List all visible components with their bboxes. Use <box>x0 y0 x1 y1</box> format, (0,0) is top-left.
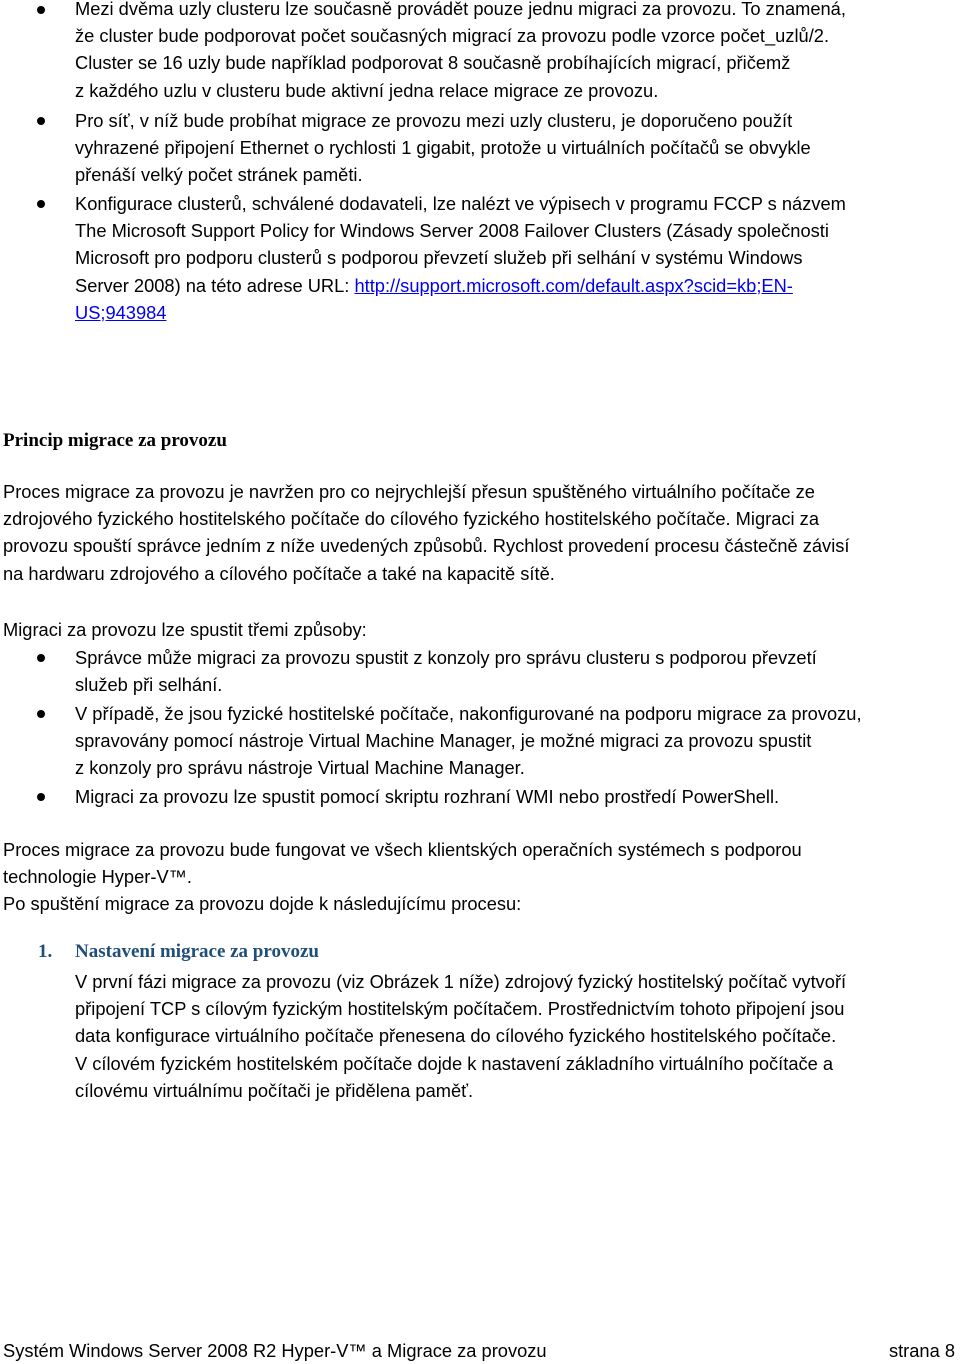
footer-title: Systém Windows Server 2008 R2 Hyper-V™ a Migrace za provozu <box>3 1340 547 1361</box>
bullet-text: Mezi dvěma uzly clusteru lze současně provádět pouze jednu migraci za provozu. To znamená, že cluster bude podporovat počet současných migrací za provozu podle vzorce počet_uzlů/2. Cluster se 16 uzly bude například podporovat 8 současně probíhajících migrací, přičemž z každého uzlu v clusteru bude aktivní jedna relace migrace ze provozu. <box>75 0 846 101</box>
bullet-dot <box>37 710 45 718</box>
paragraph: Proces migrace za provozu je navržen pro co nejrychlejší přesun spuštěného virtuálního počítače ze zdrojového fyzického hostitelského počítače do cílového fyzického hostitelského počítače. Migraci za provozu spouští správce jedním z níže uvedených způsobů. Rychlost provedení procesu částečně závisí na hardwaru zdrojového a cílového počítače a také na kapacitě sítě. <box>3 481 850 584</box>
bullet-dot <box>37 793 45 801</box>
bullet-text: Migraci za provozu lze spustit pomocí skriptu rozhraní WMI nebo prostředí PowerShell. <box>75 786 780 807</box>
page-number: strana 8 <box>888 1340 955 1361</box>
section-heading: Princip migrace za provozu <box>3 430 227 451</box>
paragraph: Proces migrace za provozu bude fungovat ve všech klientských operačních systémech s podporou technologie Hyper-V™. Po spuštění migrace za provozu dojde k následujícímu procesu: <box>3 839 802 915</box>
bullet-text: Správce může migraci za provozu spustit z konzoly pro správu clusteru s podporou převzetí služeb při selhání. <box>75 647 817 696</box>
paragraph: Migraci za provozu lze spustit třemi způsoby: <box>3 619 367 640</box>
numbered-heading-number: 1. <box>38 941 53 962</box>
bullet-text: V případě, že jsou fyzické hostitelské počítače, nakonfigurované na podporu migrace za provozu, spravovány pomocí nástroje Virtual Machine Manager, je možné migraci za provozu spustit z konzoly pro správu nástroje Virtual Machine Manager. <box>75 703 862 779</box>
bullet-dot <box>37 200 45 208</box>
support-url-link[interactable]: http://support.microsoft.com/default.aspx?scid=kb;EN- <box>354 274 793 296</box>
bullet-text: Pro síť, v níž bude probíhat migrace ze provozu mezi uzly clusteru, je doporučeno použít vyhrazené připojení Ethernet o rychlosti 1 gigabit, protože u virtuálních počítačů se obvykle přenáší velký počet stránek paměti. <box>75 110 811 186</box>
bullet-text: Konfigurace clusterů, schválené dodavateli, lze nalézt ve výpisech v programu FCCP s názvem The Microsoft Support Policy for Windows Server 2008 Failover Clusters (Zásady společnosti Microsoft pro podporu clusterů s podporou převzetí služeb při selhání v systému Windows Server 2008) na této adrese URL: http://support.microsoft.com/default.aspx?scid=kb;EN- US;943984 <box>75 193 846 323</box>
bullet-dot <box>37 654 45 662</box>
numbered-heading <box>38 939 319 965</box>
numbered-heading-title: Nastavení migrace za provozu <box>75 941 319 962</box>
bullet-dot <box>37 117 45 125</box>
numbered-body: V první fázi migrace za provozu (viz Obrázek 1 níže) zdrojový fyzický hostitelský počítač vytvoří připojení TCP s cílovým fyzickým hostitelským počítačem. Prostřednictvím tohoto připojení jsou data konfigurace virtuálního počítače přenesena do cílového fyzického hostitelského počítače. V cílovém fyzickém hostitelském počítače dojde k nastavení základního virtuálního počítače a cílovému virtuálnímu počítači je přidělena paměť. <box>75 971 847 1101</box>
bullet-dot <box>37 6 45 14</box>
support-url-link-cont[interactable]: US;943984 <box>75 301 167 323</box>
